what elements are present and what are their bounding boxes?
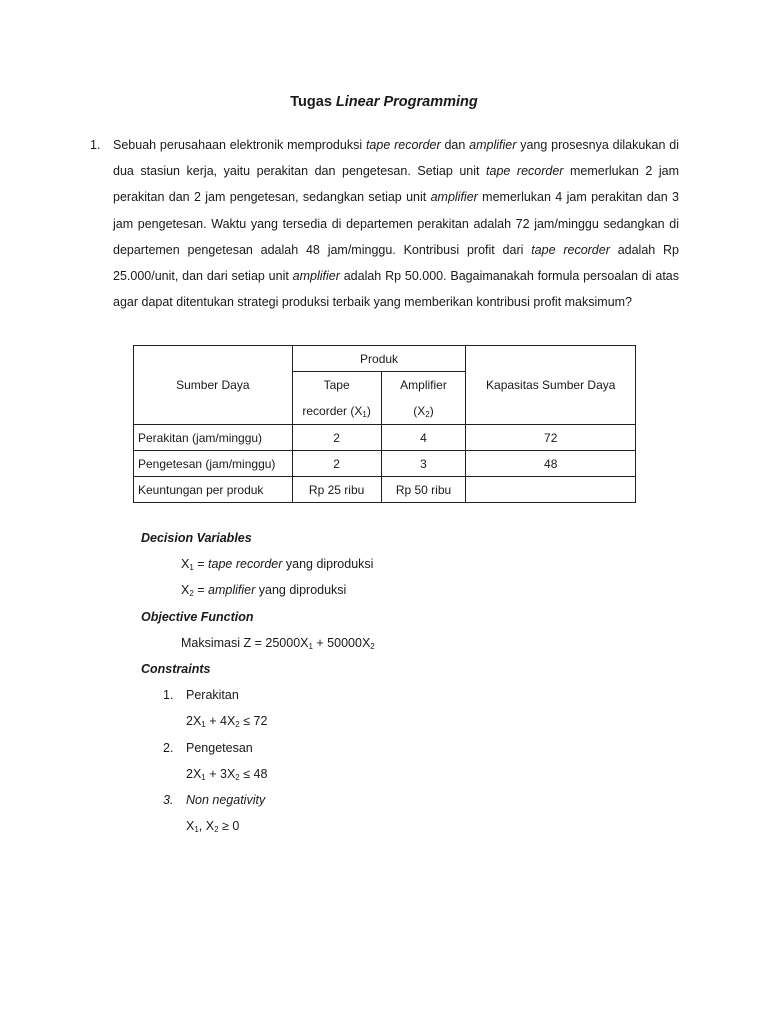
title-italic: Linear Programming	[335, 94, 478, 110]
resource-table	[133, 345, 636, 503]
header-kapasitas: Kapasitas Sumber Daya	[466, 346, 636, 425]
header-tape-2: recorder $(X_1)$	[292, 398, 381, 425]
table-row: Pengetesan (jam/minggu) 2 3 48	[134, 451, 636, 477]
header-amp-1: Amplifier	[381, 372, 466, 398]
decision-variables-heading: Decision Variables	[141, 531, 252, 545]
constraint-3-formula: $X_1$, $X_2 \ge 0$	[186, 819, 240, 834]
constraint-2-label: Pengetesan	[186, 741, 253, 755]
decision-variable-x1: $X_1$ = tape recorder yang diproduksi	[181, 557, 374, 572]
constraint-1-label: Perakitan	[186, 688, 239, 702]
objective-function: Maksimasi $Z = 25000X_1 + 50000X_2$	[181, 636, 375, 651]
header-produk: Produk	[292, 346, 466, 372]
constraints-heading: Constraints	[141, 662, 211, 676]
header-amp-2: $(X_2)$	[381, 398, 466, 425]
page-title	[0, 94, 768, 110]
title-prefix: Tugas	[290, 94, 336, 110]
constraint-3-label: Non negativity	[186, 793, 266, 807]
constraint-1-number: 1.	[163, 688, 174, 702]
constraint-2-formula: $2X_1 + 3X_2 \le 48$	[186, 767, 268, 782]
objective-function-heading: Objective Function	[141, 610, 254, 624]
header-tape-1: Tape	[292, 372, 381, 398]
header-sumber-daya: Sumber Daya	[134, 346, 293, 425]
constraint-1-formula: $2X_1 + 4X_2 \le 72$	[186, 714, 268, 729]
decision-variable-x2: $X_2$ = amplifier yang diproduksi	[181, 583, 347, 598]
table-row: Keuntungan per produk Rp 25 ribu Rp 50 ribu	[134, 477, 636, 503]
constraint-3-number: 3.	[163, 793, 174, 807]
question-number: 1.	[90, 138, 101, 152]
table-row: Perakitan (jam/minggu) 2 4 72	[134, 425, 636, 451]
question-text: Sebuah perusahaan elektronik memproduksi tape recorder dan amplifier yang prosesnya dilakukan di dua stasiun kerja, yaitu perakitan dan pengetesan. Setiap unit tape recorder memerlukan 2 jam perakitan dan 2 jam pengetesan, sedangkan setiap unit amplifier memerlukan 4 jam perakitan dan 3 jam pengetesan. Waktu yang tersedia di departemen perakitan adalah 72 jam/minggu sedangkan di departemen pengetesan adalah 48 jam/minggu. Kontribusi profit dari tape recorder adalah Rp 25.000/unit, dan dari setiap unit amplifier adalah Rp 50.000. Bagaimanakah formula persoalan di atas agar dapat ditentukan strategi produksi terbaik yang memberikan kontribusi profit maksimum?	[113, 138, 680, 310]
constraint-2-number: 2.	[163, 741, 174, 755]
